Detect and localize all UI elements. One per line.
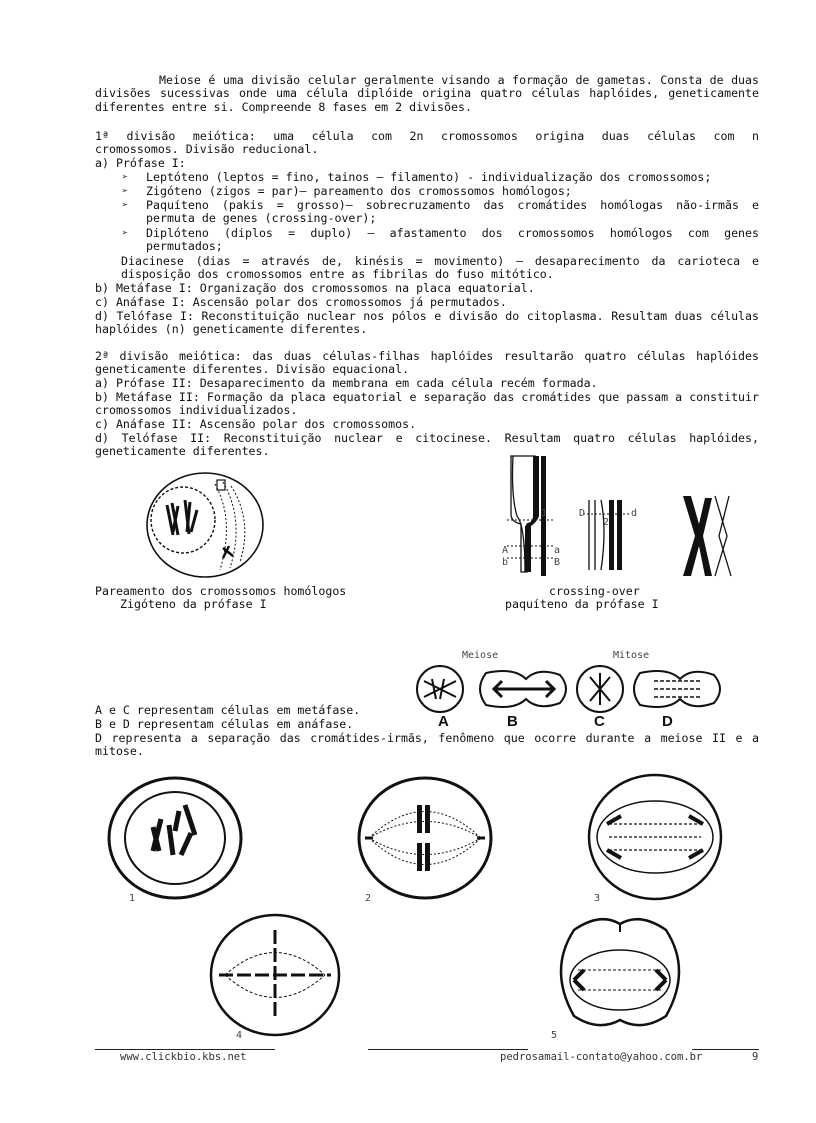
diacinese-text: Diacinese (dias = através de, kinésis = movimento) – desaparecimento da carioteca e disposição dos cromossomos entre as fibrilas do fuso mitótico. xyxy=(121,254,759,282)
bullet-diploteno: ➢ Diplóteno (diplos = duplo) – afastamento dos cromossomos homólogos com genes permutados; xyxy=(122,226,759,254)
mitose-label: Mitose xyxy=(613,650,650,661)
arrow-bullet-icon: ➢ xyxy=(122,172,129,183)
cell-label-C: C xyxy=(594,713,605,730)
footer-rule-left xyxy=(95,1049,275,1050)
figure1-caption-line2: Zigóteno da prófase I xyxy=(120,597,267,611)
crossover-label-D: D xyxy=(579,508,586,519)
arrow-bullet-icon: ➢ xyxy=(122,200,129,211)
crossover-label-B: B xyxy=(554,557,561,568)
meiose-mitose-cells-illustration xyxy=(410,663,720,715)
cell-1-illustration xyxy=(105,775,245,905)
crossover-label-2: 2 xyxy=(603,517,610,528)
anaphase-ii-text: c) Anáfase II: Ascensão polar dos cromossomos. xyxy=(95,417,417,431)
crossing-over-illustration xyxy=(497,452,747,577)
arrow-bullet-icon: ➢ xyxy=(122,228,129,239)
footer-rule-middle xyxy=(368,1049,528,1050)
cell-label-A: A xyxy=(438,713,449,730)
footer-website: www.clickbio.kbs.net xyxy=(120,1051,247,1063)
figure2-caption-line1: crossing-over xyxy=(549,584,640,598)
telophase-ii-text: d) Telófase II: Reconstituição nuclear e citocinese. Resultam quatro células haplóides, geneticamente diferentes. xyxy=(95,431,759,459)
cell-2-illustration xyxy=(355,775,495,905)
crossover-label-1: 1 xyxy=(541,508,548,519)
cell-label-B: B xyxy=(507,713,518,730)
note-line1: A e C representam células em metáfase. xyxy=(95,703,361,717)
crossover-label-d: d xyxy=(631,508,638,519)
meiose-label: Meiose xyxy=(462,650,499,661)
zygotene-cell-illustration xyxy=(145,470,265,580)
first-division-heading-cont: cromossomos. Divisão reducional. xyxy=(95,142,319,156)
figure-label-4: 4 xyxy=(236,1030,243,1041)
footer-email: pedrosamail-contato@yahoo.com.br xyxy=(500,1051,703,1063)
cell-label-D: D xyxy=(662,713,673,730)
figure1-caption-line1: Pareamento dos cromossomos homólogos xyxy=(95,584,347,598)
cell-4-illustration xyxy=(205,910,345,1040)
crossover-label-b: b xyxy=(502,557,509,568)
crossover-label-A: A xyxy=(502,545,509,556)
prophase-ii-text: a) Prófase II: Desaparecimento da membrana em cada célula recém formada. xyxy=(95,376,598,390)
figure-label-3: 3 xyxy=(594,893,601,904)
metaphase-ii-text: b) Metáfase II: Formação da placa equatorial e separação das cromátides que passam a constituir cromossomos individualizados. xyxy=(95,390,759,418)
page-number: 9 xyxy=(752,1051,759,1063)
bullet-zigoteno: ➢ Zigóteno (zigos = par)– pareamento dos cromossomos homólogos; xyxy=(122,184,572,198)
note-line2: B e D representam células em anáfase. xyxy=(95,717,354,731)
bullet-leptoteno: ➢ Leptóteno (leptos = fino, tainos – filamento) - individualização dos cromossomos; xyxy=(122,170,712,184)
bullet-paquiteno: ➢ Paquíteno (pakis = grosso)– sobrecruzamento das cromátides homólogas não-irmãs e permuta de genes (crossing-over); xyxy=(122,198,759,226)
cell-3-illustration xyxy=(585,772,725,902)
prophase-i-title: a) Prófase I: xyxy=(95,156,186,170)
figure-label-2: 2 xyxy=(365,893,372,904)
first-division-heading: 1ª divisão meiótica: uma célula com 2n cromossomos origina duas células com n xyxy=(95,129,759,143)
arrow-bullet-icon: ➢ xyxy=(122,186,129,197)
cell-5-illustration xyxy=(550,910,690,1040)
note-line3: D representa a separação das cromátides-irmãs, fenômeno que ocorre durante a meiose II e a mitose. xyxy=(95,731,759,759)
footer-rule-right xyxy=(692,1049,759,1050)
figure2-caption-line2: paquíteno da prófase I xyxy=(505,597,659,611)
intro-paragraph: Meiose é uma divisão celular geralmente visando a formação de gametas. Consta de duas divisões sucessivas onde uma célula diplóide origina quatro células haplóides, geneticamente diferentes entre si. Compreende 8 fases em 2 divisões. xyxy=(95,73,759,114)
telophase-i-text: d) Telófase I: Reconstituição nuclear nos pólos e divisão do citoplasma. Resultam duas células haplóides (n) geneticamente diferentes. xyxy=(95,309,759,337)
figure-label-1: 1 xyxy=(129,893,136,904)
crossover-label-a: a xyxy=(554,545,561,556)
figure-label-5: 5 xyxy=(551,1030,558,1041)
metaphase-i-text: b) Metáfase I: Organização dos cromossomos na placa equatorial. xyxy=(95,281,535,295)
second-division-heading: 2ª divisão meiótica: das duas células-filhas haplóides resultarão quatro células haplóides geneticamente diferentes. Divisão equacional. xyxy=(95,349,759,377)
anaphase-i-text: c) Anáfase I: Ascensão polar dos cromossomos já permutados. xyxy=(95,295,507,309)
